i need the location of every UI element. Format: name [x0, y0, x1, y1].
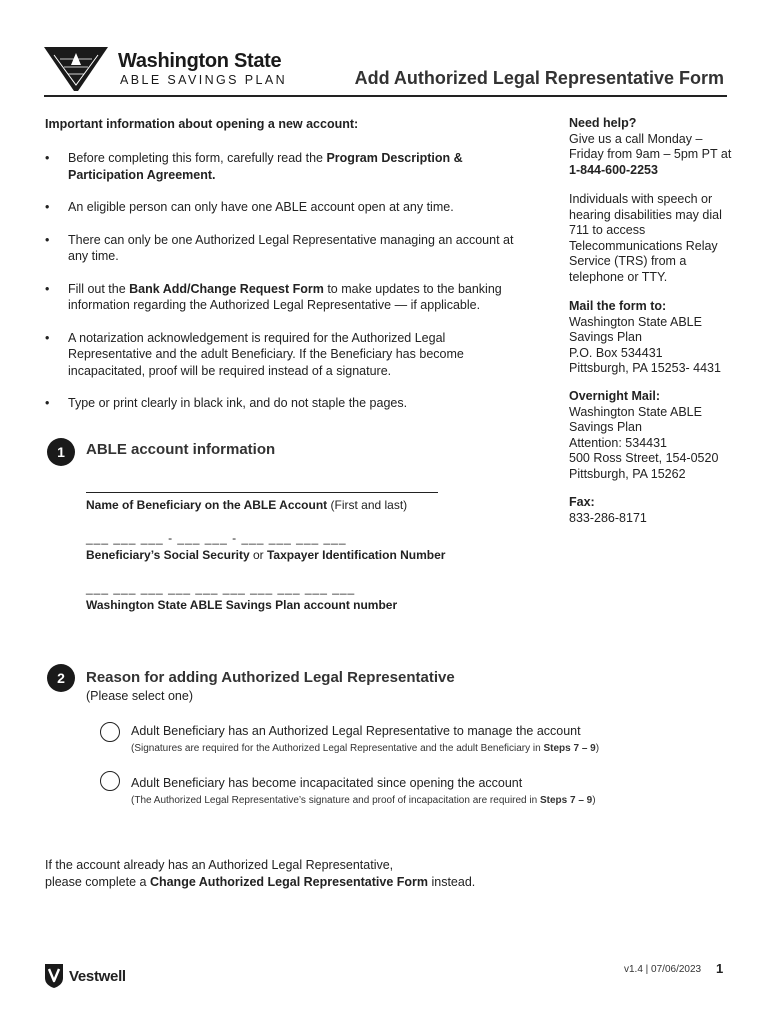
- list-item: • Fill out the Bank Add/Change Request Form to make updates to the banking information regarding the Authorized Legal Representative — if applicable.: [45, 281, 525, 314]
- option-1-label: Adult Beneficiary has an Authorized Legal Representative to manage the account: [131, 724, 581, 738]
- section-2-title: Reason for adding Authorized Legal Representative: [86, 669, 455, 686]
- page-number: 1: [716, 961, 724, 976]
- option-2-note: (The Authorized Legal Representative’s signature and proof of incapacitation are required in Steps 7 – 9): [131, 795, 596, 806]
- vestwell-wordmark: Vestwell: [69, 968, 126, 985]
- beneficiary-name-label: Name of Beneficiary on the ABLE Account (First and last): [86, 498, 408, 512]
- step-1-badge: 1: [47, 438, 75, 466]
- option-1-note: (Signatures are required for the Authorized Legal Representative and the adult Beneficiary in Steps 7 – 9): [131, 743, 600, 754]
- account-number-label: Washington State ABLE Savings Plan account number: [86, 598, 398, 612]
- fax-heading: Fax:: [569, 495, 595, 509]
- header-divider: [44, 95, 727, 97]
- list-item: • An eligible person can only have one ABLE account open at any time.: [45, 199, 525, 216]
- fax-block: [569, 495, 734, 526]
- program-description-link-text: Program Description & Participation Agreement.: [68, 151, 463, 182]
- mail-block: Mail the form to: Washington State ABLE Savings Plan P.O. Box 534431 Pittsburgh, PA 15253- 4431: [569, 299, 734, 377]
- help-block: [569, 116, 734, 178]
- beneficiary-name-field[interactable]: [86, 492, 438, 493]
- intro-bullet-list: [45, 150, 525, 428]
- intro-heading: Important information about opening a new account:: [45, 117, 359, 131]
- list-item: • Type or print clearly in black ink, and do not staple the pages.: [45, 395, 525, 412]
- account-number-field[interactable]: ___ ___ ___ ___ ___ ___ ___ ___ ___ ___: [86, 581, 356, 595]
- option-2-radio[interactable]: [100, 771, 120, 791]
- mail-heading: Mail the form to:: [569, 299, 667, 313]
- list-item: • Before completing this form, carefully read the Program Description & Participation Agreement.: [45, 150, 525, 183]
- ssn-field[interactable]: ___ ___ ___ - ___ ___ - ___ ___ ___ ___: [86, 531, 347, 545]
- bank-form-name: Bank Add/Change Request Form: [129, 281, 324, 296]
- brand-name: Washington State: [118, 50, 282, 72]
- list-item: • There can only be one Authorized Legal Representative managing an account at any time.: [45, 232, 525, 265]
- help-heading: Need help?: [569, 116, 637, 130]
- change-form-name: Change Authorized Legal Representative Form: [149, 875, 428, 889]
- washington-able-logo-icon: [44, 45, 108, 91]
- overnight-block: Overnight Mail: Washington State ABLE Savings Plan Attention: 534431 500 Ross Street, 154-0520 Pittsburgh, PA 15262: [569, 389, 734, 482]
- vestwell-v-icon: [44, 963, 64, 989]
- trs-text: Individuals with speech or hearing disabilities may dial 711 to access Telecommunications Relay Service (TRS) from a telephone or TTY.: [569, 192, 722, 284]
- step-2-badge: 2: [47, 664, 75, 692]
- ssn-label: Beneficiary’s Social Security or Taxpayer Identification Number: [86, 548, 446, 562]
- overnight-heading: Overnight Mail:: [569, 389, 660, 403]
- help-phone: 1-844-600-2253: [569, 162, 658, 177]
- help-text: Give us a call Monday – Friday from 9am – 5pm PT at 1-844-600-2253: [569, 131, 732, 177]
- page-title: Add Authorized Legal Representative Form: [354, 68, 724, 88]
- version-date: v1.4 | 07/06/2023: [624, 964, 702, 975]
- fax-number: 833-286-8171: [569, 510, 647, 525]
- footer-note: If the account already has an Authorized Legal Representative, please complete a Change Authorized Legal Representative Form instead.: [45, 858, 476, 889]
- section-2-subtitle: (Please select one): [86, 689, 194, 703]
- brand-subtitle: ABLE SAVINGS PLAN: [120, 73, 288, 87]
- section-1-title: ABLE account information: [86, 441, 276, 458]
- list-item: • A notarization acknowledgement is required for the Authorized Legal Representative and the adult Beneficiary. If the Beneficiary has become incapacitated, proof will be required instead of a signature.: [45, 330, 525, 380]
- option-1-radio[interactable]: [100, 722, 120, 742]
- option-2-label: Adult Beneficiary has become incapacitated since opening the account: [131, 776, 523, 790]
